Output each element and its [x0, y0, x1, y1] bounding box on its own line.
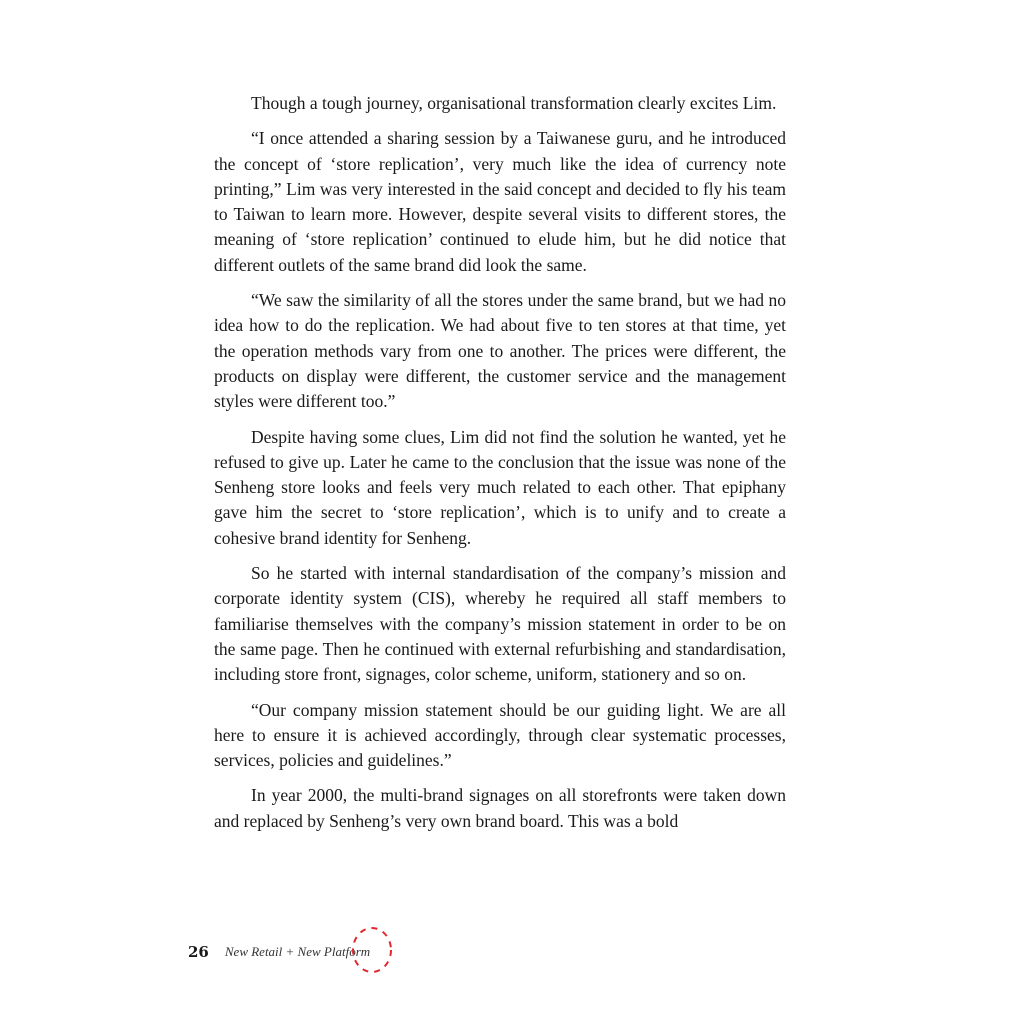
- dashed-circle-shape: [353, 928, 391, 972]
- paragraph: So he started with internal standardisation of the company’s mission and corporate identity system (CIS), whereby he required all staff members to familiarise themselves with the company’s mission statement in order to be on the same page. Then he continued with external refurbishing and standardisation, including store front, signages, color scheme, uniform, stationery and so on.: [214, 563, 786, 685]
- paragraph: Despite having some clues, Lim did not find the solution he wanted, yet he refused to give up. Later he came to the conclusion that the issue was none of the Senheng store looks and feels very much related to each other. That epiphany gave him the secret to ‘store replication’, which is to unify and to create a cohesive brand identity for Senheng.: [214, 426, 786, 548]
- paragraph: In year 2000, the multi-brand signages on all storefronts were taken down and replaced by Senheng’s very own brand board. This was a bold: [214, 785, 786, 831]
- dashed-circle-annotation-icon: [350, 925, 394, 975]
- paragraph: “We saw the similarity of all the stores under the same brand, but we had no idea how to do the replication. We had about five to ten stores at that time, yet the operation methods vary from one to another. The prices were different, the products on display were different, the customer service and the management styles were different too.”: [214, 290, 786, 412]
- running-title: New Retail + New Platform: [224, 944, 371, 959]
- body-text: [214, 91, 786, 844]
- paragraph: “Our company mission statement should be our guiding light. We are all here to ensure it is achieved accordingly, through clear systematic processes, services, policies and guidelines.”: [214, 699, 786, 771]
- page-number: 26: [188, 943, 209, 961]
- paragraph: Though a tough journey, organisational transformation clearly excites Lim.: [251, 93, 777, 113]
- page-footer: [188, 940, 370, 964]
- paragraph: “I once attended a sharing session by a Taiwanese guru, and he introduced the concept of ‘store replication’, very much like the idea of currency note printing,” Lim was very interested in the said concept and decided to fly his team to Taiwan to learn more. However, despite several visits to different stores, the meaning of ‘store replication’ continued to elude him, but he did notice that different outlets of the same brand did look the same.: [214, 128, 786, 275]
